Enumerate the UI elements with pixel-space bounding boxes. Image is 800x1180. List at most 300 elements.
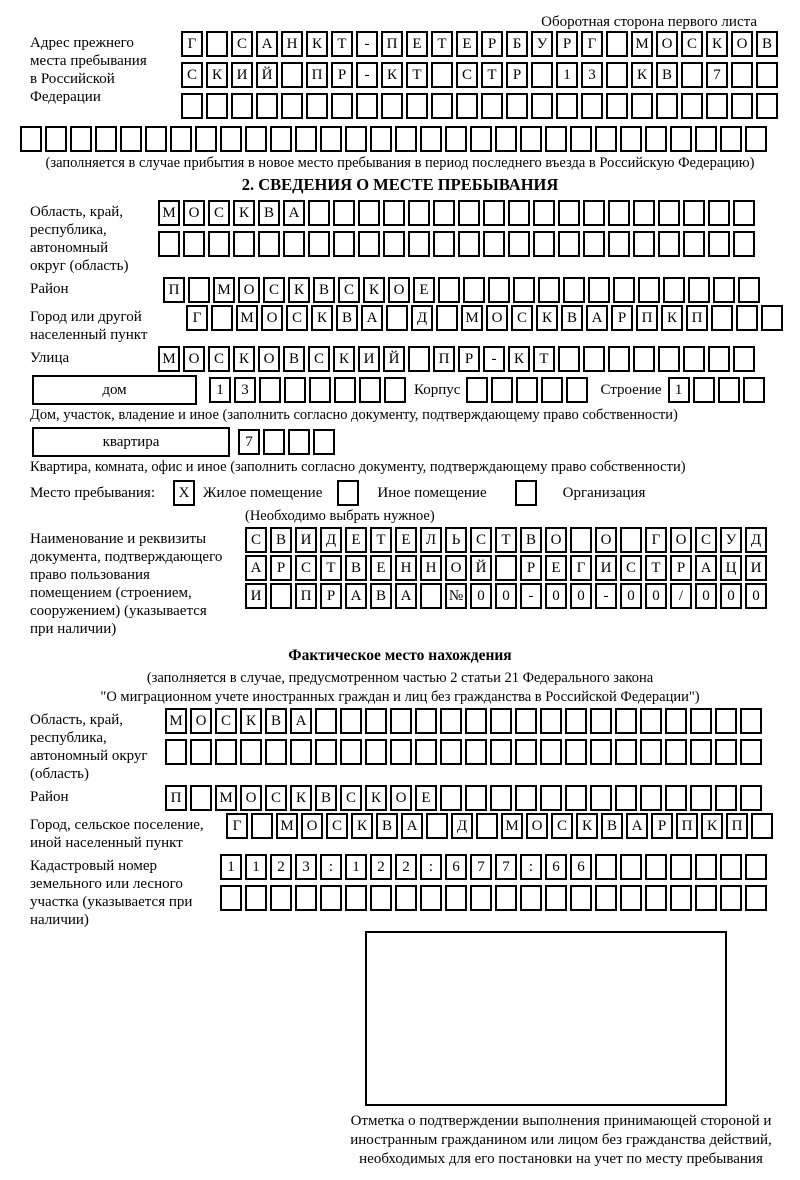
char-box[interactable] bbox=[215, 739, 237, 765]
char-box[interactable] bbox=[313, 429, 335, 455]
char-box[interactable] bbox=[70, 126, 92, 152]
char-box[interactable] bbox=[690, 739, 712, 765]
char-box[interactable] bbox=[490, 739, 512, 765]
char-box[interactable]: С bbox=[265, 785, 287, 811]
char-box[interactable] bbox=[670, 126, 692, 152]
char-box[interactable] bbox=[370, 885, 392, 911]
char-box[interactable]: 0 bbox=[720, 583, 742, 609]
char-box[interactable]: Е bbox=[456, 31, 478, 57]
char-box[interactable] bbox=[281, 93, 303, 119]
char-box[interactable] bbox=[456, 93, 478, 119]
char-box[interactable] bbox=[531, 62, 553, 88]
char-box[interactable]: Р bbox=[270, 555, 292, 581]
char-box[interactable]: М bbox=[165, 708, 187, 734]
char-box[interactable]: О bbox=[595, 527, 617, 553]
char-box[interactable] bbox=[359, 377, 381, 403]
char-box[interactable]: / bbox=[670, 583, 692, 609]
char-box[interactable] bbox=[211, 305, 233, 331]
char-box[interactable]: С bbox=[511, 305, 533, 331]
char-box[interactable]: В bbox=[258, 200, 280, 226]
char-box[interactable] bbox=[345, 885, 367, 911]
char-box[interactable] bbox=[470, 126, 492, 152]
char-box[interactable] bbox=[665, 708, 687, 734]
char-box[interactable] bbox=[740, 708, 762, 734]
char-box[interactable] bbox=[331, 93, 353, 119]
char-box[interactable] bbox=[620, 885, 642, 911]
char-box[interactable]: 0 bbox=[645, 583, 667, 609]
char-box[interactable] bbox=[715, 785, 737, 811]
char-box[interactable] bbox=[206, 93, 228, 119]
char-box[interactable] bbox=[658, 346, 680, 372]
char-box[interactable]: Т bbox=[331, 31, 353, 57]
char-box[interactable] bbox=[295, 885, 317, 911]
char-box[interactable] bbox=[295, 126, 317, 152]
char-box[interactable] bbox=[320, 126, 342, 152]
char-box[interactable]: А bbox=[401, 813, 423, 839]
char-box[interactable] bbox=[683, 200, 705, 226]
char-box[interactable]: С bbox=[208, 346, 230, 372]
char-box[interactable] bbox=[638, 277, 660, 303]
char-box[interactable] bbox=[495, 126, 517, 152]
char-box[interactable] bbox=[476, 813, 498, 839]
char-box[interactable]: 7 bbox=[238, 429, 260, 455]
char-box[interactable] bbox=[695, 885, 717, 911]
char-box[interactable]: К bbox=[363, 277, 385, 303]
char-box[interactable] bbox=[390, 708, 412, 734]
char-box[interactable]: 0 bbox=[545, 583, 567, 609]
char-box[interactable] bbox=[566, 377, 588, 403]
char-box[interactable]: К bbox=[508, 346, 530, 372]
char-box[interactable] bbox=[320, 885, 342, 911]
char-box[interactable] bbox=[158, 231, 180, 257]
char-box[interactable]: В bbox=[370, 583, 392, 609]
checkbox-residential[interactable]: X bbox=[173, 480, 195, 506]
char-box[interactable] bbox=[436, 305, 458, 331]
char-box[interactable]: - bbox=[595, 583, 617, 609]
char-box[interactable] bbox=[540, 739, 562, 765]
char-box[interactable] bbox=[386, 305, 408, 331]
char-box[interactable] bbox=[715, 739, 737, 765]
char-box[interactable] bbox=[265, 739, 287, 765]
char-box[interactable]: 1 bbox=[556, 62, 578, 88]
char-box[interactable]: № bbox=[445, 583, 467, 609]
char-box[interactable] bbox=[538, 277, 560, 303]
char-box[interactable] bbox=[20, 126, 42, 152]
char-box[interactable] bbox=[445, 126, 467, 152]
char-box[interactable]: Р bbox=[651, 813, 673, 839]
char-box[interactable]: - bbox=[356, 31, 378, 57]
char-box[interactable]: Б bbox=[506, 31, 528, 57]
char-box[interactable]: М bbox=[215, 785, 237, 811]
char-box[interactable] bbox=[263, 429, 285, 455]
char-box[interactable]: Р bbox=[556, 31, 578, 57]
char-box[interactable]: 1 bbox=[668, 377, 690, 403]
char-box[interactable]: Т bbox=[645, 555, 667, 581]
char-box[interactable] bbox=[520, 885, 542, 911]
char-box[interactable] bbox=[731, 62, 753, 88]
char-box[interactable] bbox=[715, 708, 737, 734]
char-box[interactable]: В bbox=[315, 785, 337, 811]
char-box[interactable]: - bbox=[483, 346, 505, 372]
char-box[interactable]: Е bbox=[413, 277, 435, 303]
char-box[interactable]: 6 bbox=[545, 854, 567, 880]
char-box[interactable]: О bbox=[390, 785, 412, 811]
char-box[interactable]: Г bbox=[226, 813, 248, 839]
char-box[interactable] bbox=[220, 126, 242, 152]
char-box[interactable] bbox=[520, 126, 542, 152]
char-box[interactable]: О bbox=[301, 813, 323, 839]
char-box[interactable] bbox=[508, 231, 530, 257]
char-box[interactable]: 7 bbox=[470, 854, 492, 880]
char-box[interactable] bbox=[620, 126, 642, 152]
char-box[interactable]: О bbox=[240, 785, 262, 811]
char-box[interactable]: К bbox=[381, 62, 403, 88]
char-box[interactable]: 1 bbox=[220, 854, 242, 880]
char-box[interactable] bbox=[491, 377, 513, 403]
char-box[interactable] bbox=[415, 739, 437, 765]
char-box[interactable] bbox=[490, 785, 512, 811]
char-box[interactable]: Т bbox=[481, 62, 503, 88]
char-box[interactable] bbox=[258, 231, 280, 257]
char-box[interactable] bbox=[466, 377, 488, 403]
char-box[interactable] bbox=[656, 93, 678, 119]
char-box[interactable]: П bbox=[381, 31, 403, 57]
char-box[interactable]: : bbox=[420, 854, 442, 880]
char-box[interactable]: Р bbox=[458, 346, 480, 372]
char-box[interactable] bbox=[683, 231, 705, 257]
char-box[interactable]: С bbox=[551, 813, 573, 839]
char-box[interactable] bbox=[688, 277, 710, 303]
char-box[interactable] bbox=[170, 126, 192, 152]
char-box[interactable]: Ь bbox=[445, 527, 467, 553]
char-box[interactable]: : bbox=[520, 854, 542, 880]
char-box[interactable]: Н bbox=[281, 31, 303, 57]
char-box[interactable] bbox=[420, 126, 442, 152]
char-box[interactable] bbox=[645, 126, 667, 152]
char-box[interactable] bbox=[761, 305, 783, 331]
char-box[interactable] bbox=[334, 377, 356, 403]
char-box[interactable] bbox=[720, 885, 742, 911]
char-box[interactable]: М bbox=[631, 31, 653, 57]
char-box[interactable]: П bbox=[433, 346, 455, 372]
char-box[interactable] bbox=[670, 854, 692, 880]
char-box[interactable] bbox=[633, 231, 655, 257]
char-box[interactable] bbox=[259, 377, 281, 403]
char-box[interactable] bbox=[165, 739, 187, 765]
char-box[interactable] bbox=[256, 93, 278, 119]
char-box[interactable] bbox=[120, 126, 142, 152]
char-box[interactable] bbox=[45, 126, 67, 152]
char-box[interactable]: К bbox=[576, 813, 598, 839]
char-box[interactable] bbox=[633, 200, 655, 226]
char-box[interactable]: Г bbox=[186, 305, 208, 331]
char-box[interactable] bbox=[488, 277, 510, 303]
char-box[interactable] bbox=[251, 813, 273, 839]
char-box[interactable] bbox=[284, 377, 306, 403]
char-box[interactable]: Е bbox=[545, 555, 567, 581]
char-box[interactable]: О bbox=[183, 200, 205, 226]
char-box[interactable] bbox=[290, 739, 312, 765]
char-box[interactable] bbox=[195, 126, 217, 152]
char-box[interactable] bbox=[513, 277, 535, 303]
char-box[interactable]: В bbox=[756, 31, 778, 57]
char-box[interactable] bbox=[606, 62, 628, 88]
char-box[interactable] bbox=[690, 785, 712, 811]
char-box[interactable]: В bbox=[376, 813, 398, 839]
char-box[interactable] bbox=[745, 126, 767, 152]
char-box[interactable]: М bbox=[461, 305, 483, 331]
char-box[interactable]: С bbox=[681, 31, 703, 57]
char-box[interactable] bbox=[183, 231, 205, 257]
char-box[interactable]: М bbox=[213, 277, 235, 303]
char-box[interactable]: Р bbox=[481, 31, 503, 57]
char-box[interactable] bbox=[565, 708, 587, 734]
char-box[interactable]: С bbox=[245, 527, 267, 553]
char-box[interactable] bbox=[365, 708, 387, 734]
char-box[interactable]: С bbox=[470, 527, 492, 553]
char-box[interactable] bbox=[240, 739, 262, 765]
char-box[interactable]: Ц bbox=[720, 555, 742, 581]
char-box[interactable] bbox=[565, 785, 587, 811]
char-box[interactable]: 2 bbox=[395, 854, 417, 880]
char-box[interactable]: О bbox=[258, 346, 280, 372]
char-box[interactable]: М bbox=[236, 305, 258, 331]
char-box[interactable] bbox=[208, 231, 230, 257]
char-box[interactable]: К bbox=[536, 305, 558, 331]
char-box[interactable]: К bbox=[365, 785, 387, 811]
char-box[interactable]: С bbox=[208, 200, 230, 226]
char-box[interactable]: О bbox=[670, 527, 692, 553]
char-box[interactable]: А bbox=[256, 31, 278, 57]
char-box[interactable] bbox=[708, 200, 730, 226]
char-box[interactable] bbox=[315, 708, 337, 734]
char-box[interactable]: Т bbox=[431, 31, 453, 57]
char-box[interactable] bbox=[590, 785, 612, 811]
char-box[interactable]: В bbox=[265, 708, 287, 734]
char-box[interactable]: О bbox=[731, 31, 753, 57]
char-box[interactable]: С bbox=[286, 305, 308, 331]
char-box[interactable]: 2 bbox=[370, 854, 392, 880]
char-box[interactable] bbox=[540, 785, 562, 811]
char-box[interactable] bbox=[426, 813, 448, 839]
char-box[interactable]: О bbox=[261, 305, 283, 331]
char-box[interactable] bbox=[470, 885, 492, 911]
char-box[interactable] bbox=[633, 346, 655, 372]
char-box[interactable]: П bbox=[686, 305, 708, 331]
char-box[interactable]: В bbox=[283, 346, 305, 372]
char-box[interactable]: 7 bbox=[706, 62, 728, 88]
char-box[interactable] bbox=[270, 126, 292, 152]
char-box[interactable]: О bbox=[183, 346, 205, 372]
char-box[interactable]: Е bbox=[370, 555, 392, 581]
char-box[interactable]: К bbox=[240, 708, 262, 734]
char-box[interactable]: К bbox=[351, 813, 373, 839]
char-box[interactable] bbox=[713, 277, 735, 303]
char-box[interactable] bbox=[438, 277, 460, 303]
char-box[interactable] bbox=[743, 377, 765, 403]
char-box[interactable]: У bbox=[531, 31, 553, 57]
char-box[interactable] bbox=[733, 200, 755, 226]
char-box[interactable] bbox=[408, 346, 430, 372]
char-box[interactable] bbox=[645, 885, 667, 911]
char-box[interactable] bbox=[190, 785, 212, 811]
char-box[interactable]: И bbox=[358, 346, 380, 372]
char-box[interactable] bbox=[395, 885, 417, 911]
char-box[interactable]: Д bbox=[745, 527, 767, 553]
char-box[interactable] bbox=[533, 200, 555, 226]
char-box[interactable] bbox=[738, 277, 760, 303]
char-box[interactable]: П bbox=[295, 583, 317, 609]
char-box[interactable] bbox=[558, 200, 580, 226]
char-box[interactable] bbox=[381, 93, 403, 119]
char-box[interactable]: О bbox=[545, 527, 567, 553]
char-box[interactable]: С bbox=[181, 62, 203, 88]
char-box[interactable]: О bbox=[445, 555, 467, 581]
char-box[interactable] bbox=[720, 854, 742, 880]
char-box[interactable] bbox=[358, 231, 380, 257]
char-box[interactable] bbox=[695, 854, 717, 880]
char-box[interactable] bbox=[720, 126, 742, 152]
char-box[interactable] bbox=[558, 346, 580, 372]
char-box[interactable] bbox=[356, 93, 378, 119]
char-box[interactable]: Н bbox=[395, 555, 417, 581]
char-box[interactable] bbox=[545, 885, 567, 911]
char-box[interactable] bbox=[708, 231, 730, 257]
char-box[interactable] bbox=[465, 785, 487, 811]
char-box[interactable] bbox=[231, 93, 253, 119]
char-box[interactable] bbox=[188, 277, 210, 303]
char-box[interactable] bbox=[736, 305, 758, 331]
char-box[interactable] bbox=[458, 200, 480, 226]
char-box[interactable] bbox=[615, 708, 637, 734]
char-box[interactable] bbox=[440, 785, 462, 811]
char-box[interactable] bbox=[420, 583, 442, 609]
char-box[interactable]: А bbox=[345, 583, 367, 609]
char-box[interactable] bbox=[588, 277, 610, 303]
char-box[interactable]: О bbox=[656, 31, 678, 57]
char-box[interactable]: М bbox=[276, 813, 298, 839]
char-box[interactable]: М bbox=[158, 200, 180, 226]
char-box[interactable]: О bbox=[486, 305, 508, 331]
char-box[interactable]: Й bbox=[256, 62, 278, 88]
char-box[interactable] bbox=[516, 377, 538, 403]
char-box[interactable]: 3 bbox=[581, 62, 603, 88]
char-box[interactable]: С bbox=[263, 277, 285, 303]
char-box[interactable] bbox=[756, 93, 778, 119]
char-box[interactable]: С bbox=[326, 813, 348, 839]
char-box[interactable]: К bbox=[631, 62, 653, 88]
char-box[interactable] bbox=[695, 126, 717, 152]
char-box[interactable] bbox=[288, 429, 310, 455]
char-box[interactable] bbox=[670, 885, 692, 911]
char-box[interactable] bbox=[556, 93, 578, 119]
char-box[interactable]: К bbox=[701, 813, 723, 839]
char-box[interactable] bbox=[740, 739, 762, 765]
char-box[interactable]: Е bbox=[395, 527, 417, 553]
char-box[interactable]: 6 bbox=[445, 854, 467, 880]
char-box[interactable] bbox=[415, 708, 437, 734]
char-box[interactable]: К bbox=[333, 346, 355, 372]
char-box[interactable] bbox=[663, 277, 685, 303]
char-box[interactable]: Т bbox=[533, 346, 555, 372]
char-box[interactable]: В bbox=[520, 527, 542, 553]
char-box[interactable]: В bbox=[270, 527, 292, 553]
char-box[interactable] bbox=[433, 200, 455, 226]
char-box[interactable]: Г bbox=[581, 31, 603, 57]
char-box[interactable] bbox=[431, 93, 453, 119]
char-box[interactable] bbox=[358, 200, 380, 226]
char-box[interactable] bbox=[233, 231, 255, 257]
char-box[interactable] bbox=[681, 62, 703, 88]
char-box[interactable]: 0 bbox=[470, 583, 492, 609]
char-box[interactable]: 3 bbox=[295, 854, 317, 880]
char-box[interactable] bbox=[620, 527, 642, 553]
char-box[interactable] bbox=[440, 708, 462, 734]
char-box[interactable] bbox=[481, 93, 503, 119]
char-box[interactable]: М bbox=[501, 813, 523, 839]
char-box[interactable] bbox=[590, 708, 612, 734]
char-box[interactable] bbox=[563, 277, 585, 303]
char-box[interactable] bbox=[465, 708, 487, 734]
char-box[interactable] bbox=[583, 200, 605, 226]
char-box[interactable]: У bbox=[720, 527, 742, 553]
char-box[interactable] bbox=[570, 527, 592, 553]
char-box[interactable]: К bbox=[233, 200, 255, 226]
char-box[interactable] bbox=[681, 93, 703, 119]
char-box[interactable] bbox=[308, 200, 330, 226]
char-box[interactable] bbox=[465, 739, 487, 765]
char-box[interactable] bbox=[433, 231, 455, 257]
char-box[interactable]: Р bbox=[611, 305, 633, 331]
char-box[interactable]: 2 bbox=[270, 854, 292, 880]
char-box[interactable] bbox=[608, 200, 630, 226]
char-box[interactable]: - bbox=[520, 583, 542, 609]
char-box[interactable]: Р bbox=[520, 555, 542, 581]
char-box[interactable]: К bbox=[233, 346, 255, 372]
char-box[interactable]: В bbox=[345, 555, 367, 581]
char-box[interactable]: Н bbox=[420, 555, 442, 581]
char-box[interactable]: Е bbox=[406, 31, 428, 57]
char-box[interactable]: Т bbox=[495, 527, 517, 553]
char-box[interactable] bbox=[606, 93, 628, 119]
char-box[interactable] bbox=[665, 739, 687, 765]
char-box[interactable]: К bbox=[661, 305, 683, 331]
char-box[interactable] bbox=[306, 93, 328, 119]
char-box[interactable]: Р bbox=[670, 555, 692, 581]
char-box[interactable]: С bbox=[215, 708, 237, 734]
char-box[interactable] bbox=[595, 885, 617, 911]
char-box[interactable] bbox=[640, 708, 662, 734]
char-box[interactable] bbox=[333, 200, 355, 226]
char-box[interactable] bbox=[613, 277, 635, 303]
char-box[interactable] bbox=[495, 885, 517, 911]
char-box[interactable]: С bbox=[620, 555, 642, 581]
char-box[interactable]: О bbox=[526, 813, 548, 839]
char-box[interactable] bbox=[545, 126, 567, 152]
char-box[interactable] bbox=[395, 126, 417, 152]
char-box[interactable]: К bbox=[311, 305, 333, 331]
char-box[interactable] bbox=[483, 231, 505, 257]
char-box[interactable]: Р bbox=[320, 583, 342, 609]
char-box[interactable]: А bbox=[290, 708, 312, 734]
char-box[interactable] bbox=[540, 708, 562, 734]
char-box[interactable] bbox=[383, 231, 405, 257]
char-box[interactable] bbox=[595, 854, 617, 880]
char-box[interactable] bbox=[583, 346, 605, 372]
char-box[interactable] bbox=[281, 62, 303, 88]
char-box[interactable] bbox=[190, 739, 212, 765]
char-box[interactable] bbox=[733, 231, 755, 257]
